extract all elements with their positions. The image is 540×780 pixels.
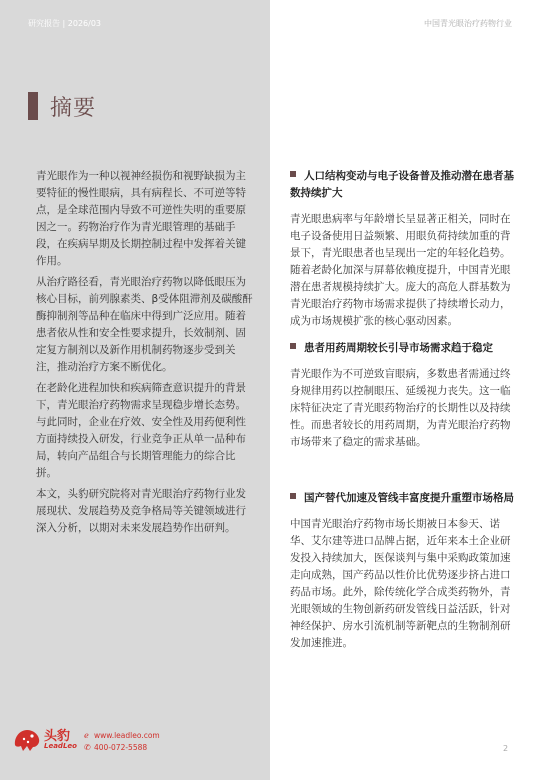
finding-body-1: 青光眼患病率与年龄增长呈显著正相关，同时在电子设备使用日益频繁、用眼负荷持续加重的背景下，青光眼患者也呈现出一定的年轻化趋势。随着老龄化加深与屏幕依赖度提升，中国青光眼潜在患者规模持续扩大。庞大的高危人群基数为青光眼治疗药物市场需求提供了持续增长动力，成为市场规模扩张的核心驱动因素。 [290, 213, 511, 327]
leopard-logo-icon [12, 725, 42, 753]
phone-row [84, 742, 160, 754]
header-report-date: 研究报告 | 2026/03 [28, 19, 102, 28]
square-bullet-icon [290, 493, 296, 499]
footer-contact [84, 730, 160, 754]
finding-heading-2 [290, 340, 516, 357]
summary-paragraph-2: 从治疗路径看，青光眼治疗药物以降低眼压为核心目标，前列腺素类、β受体阻滞剂及碳酸酐酶抑制剂等品种在临床中得到广泛应用。随着患者依从性和安全性要求提升，长效制剂、固定复方制剂以及新作用机制药物逐步受到关注，推动治疗方案不断优化。 [36, 276, 253, 373]
page-header [0, 0, 540, 38]
website-row [84, 730, 160, 742]
finding-section-2 [290, 340, 516, 451]
finding-heading-text-2: 患者用药周期较长引导市场需求趋于稳定 [304, 342, 493, 354]
summary-left-text [36, 168, 254, 541]
section-title [28, 92, 96, 120]
finding-body-2: 青光眼作为不可逆致盲眼病，多数患者需通过终身规律用药以控制眼压、延缓视力丧失。这一临床特征决定了青光眼药物治疗的长期性以及持续性。而患者较长的用药周期，为青光眼治疗药物市场带来了稳定的需求基础。 [290, 368, 511, 448]
finding-heading-1 [290, 168, 516, 202]
summary-paragraph-1: 青光眼作为一种以视神经损伤和视野缺损为主要特征的慢性眼病，具有病程长、不可逆等特点，是全球范围内导致不可逆性失明的重要原因之一。药物治疗作为青光眼管理的基础手段，在疾病早期及长期控制过程中发挥着关键作用。 [36, 170, 246, 267]
finding-section-1 [290, 168, 516, 330]
finding-heading-text-1: 人口结构变动与电子设备普及推动潜在患者基数持续扩大 [290, 170, 514, 199]
logo-english-name: LeadLeo [44, 742, 77, 750]
square-bullet-icon [290, 171, 296, 177]
phone-icon: ✆ [84, 743, 91, 752]
logo-chinese-name: 头豹 [44, 729, 71, 744]
leadleo-logo [12, 723, 80, 757]
title-accent-bar [28, 92, 38, 120]
web-icon: ℯ [84, 731, 89, 740]
page-title: 摘要 [50, 95, 97, 121]
finding-body-3: 中国青光眼治疗药物市场长期被日本参天、诺华、艾尔建等进口品牌占据，近年来本土企业研发投入持续加大，医保谈判与集中采购政策加速走向成熟，国产药品以性价比优势逐步挤占进口药品市场。此外，除传统化学合成类药物外，青光眼领域的生物创新药研发管线日益活跃，针对神经保护、房水引流机制等新靶点的生物制剂研发加速推进。 [290, 518, 511, 649]
square-bullet-icon [290, 343, 296, 349]
phone-number: 400-072-5588 [94, 743, 148, 752]
finding-section-3 [290, 490, 516, 652]
finding-heading-3 [290, 490, 516, 507]
finding-heading-text-3: 国产替代加速及管线丰富度提升重塑市场格局 [304, 492, 514, 504]
page-number: 2 [503, 744, 509, 753]
summary-paragraph-3: 在老龄化进程加快和疾病筛查意识提升的背景下，青光眼治疗药物需求呈现稳步增长态势。与此同时，企业在疗效、安全性及用药便利性方面持续投入研发，行业竞争正从单一品种布局，转向产品组合与长期管理能力的综合比拼。 [36, 382, 246, 479]
summary-paragraph-4: 本文，头豹研究院将对青光眼治疗药物行业发展现状、发展趋势及竞争格局等关键领域进行深入分析，以期对未来发展趋势作出研判。 [36, 488, 246, 534]
header-industry-title: 中国青光眼治疗药物行业 [424, 19, 512, 28]
website-link[interactable]: www.leadleo.com [94, 731, 160, 740]
